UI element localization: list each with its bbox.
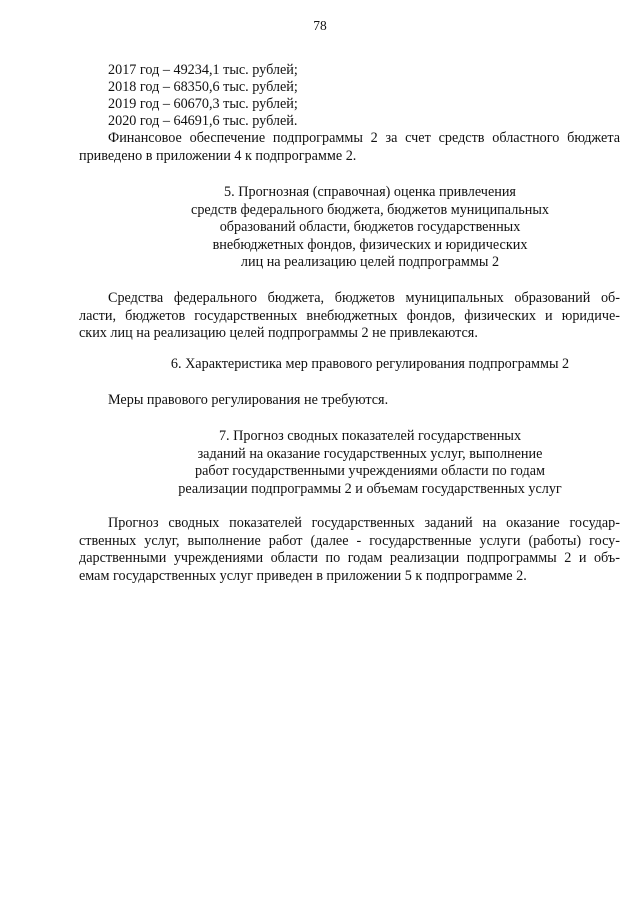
- heading-line: 6. Характеристика мер правового регулирования подпрограммы 2: [170, 356, 570, 372]
- paragraph-line: Средства федерального бюджета, бюджетов муниципальных образований об-: [108, 290, 620, 306]
- section7-heading: [0, 428, 640, 498]
- heading-line: лиц на реализацию целей подпрограммы 2: [240, 254, 500, 271]
- section6-body: Меры правового регулирования не требуются.: [108, 392, 389, 408]
- funding-line-2017: 2017 год – 49234,1 тыс. рублей;: [108, 62, 298, 78]
- heading-line: образований области, бюджетов государственных: [219, 219, 521, 236]
- section5-heading: [0, 184, 640, 272]
- heading-line: работ государственными учреждениями области по годам: [195, 463, 545, 480]
- heading-line: средств федерального бюджета, бюджетов муниципальных: [191, 201, 549, 218]
- funding-line-2020: 2020 год – 64691,6 тыс. рублей.: [108, 113, 298, 129]
- page-number: 78: [313, 18, 327, 33]
- funding-line-2019: 2019 год – 60670,3 тыс. рублей;: [108, 96, 298, 112]
- paragraph-line: ласти, бюджетов государственных внебюджетных фондов, физических и юридиче-: [79, 307, 620, 324]
- paragraph-line: ских лиц на реализацию целей подпрограммы 2 не привлекаются.: [79, 325, 478, 342]
- paragraph-line: дарственными учреждениями области по годам реализации подпрограммы 2 и объ-: [79, 550, 620, 567]
- paragraph-line: Прогноз сводных показателей государственных заданий на оказание государ-: [108, 515, 620, 531]
- funding-line-2018: 2018 год – 68350,6 тыс. рублей;: [108, 79, 298, 95]
- heading-line: реализации подпрограммы 2 и объемам государственных услуг: [178, 480, 562, 497]
- financing-paragraph: [79, 130, 620, 165]
- paragraph-line: емам государственных услуг приведен в приложении 5 к подпрограмме 2.: [79, 567, 527, 584]
- heading-line: 5. Прогнозная (справочная) оценка привлечения: [224, 184, 516, 200]
- heading-line: внебюджетных фондов, физических и юридических: [212, 236, 528, 253]
- section6-heading: [0, 356, 640, 374]
- paragraph-line: Финансовое обеспечение подпрограммы 2 за счет средств областного бюджета: [108, 130, 620, 146]
- heading-line: заданий на оказание государственных услуг, выполнение: [197, 445, 543, 462]
- paragraph-line: ственных услуг, выполнение работ (далее - государственные услуги (работы) госу-: [79, 532, 620, 549]
- section5-body: [79, 290, 620, 343]
- paragraph-line: приведено в приложении 4 к подпрограмме 2.: [79, 147, 357, 164]
- heading-line: 7. Прогноз сводных показателей государственных: [218, 428, 522, 444]
- section7-body: [79, 515, 620, 585]
